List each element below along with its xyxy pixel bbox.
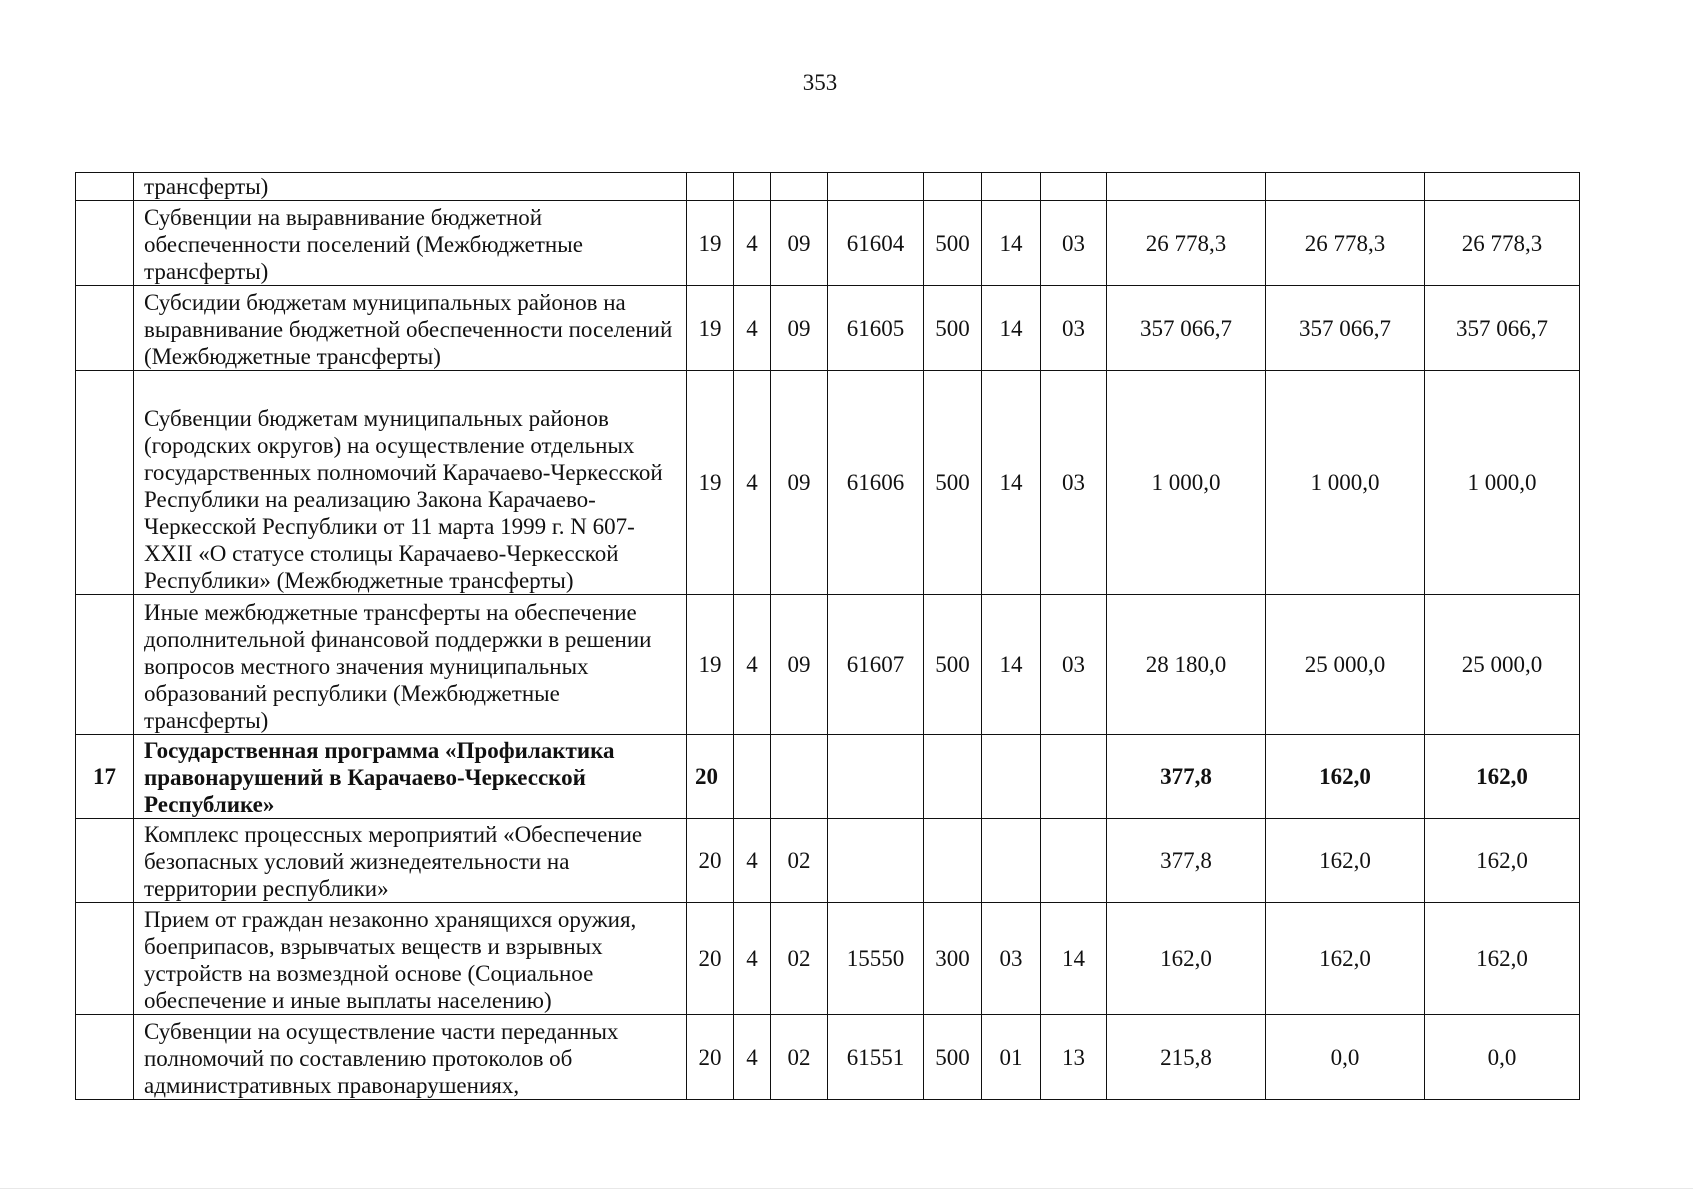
table-row <box>76 595 1580 735</box>
row-gp <box>687 173 734 201</box>
page-number: 353 <box>802 70 838 95</box>
row-rz: 14 <box>982 286 1041 371</box>
row-rz: 14 <box>982 371 1041 595</box>
table-row <box>76 173 1580 201</box>
row-number <box>76 903 134 1015</box>
row-pr <box>1041 173 1107 201</box>
row-pp: 4 <box>734 595 771 735</box>
row-amount-1: 26 778,3 <box>1107 201 1266 286</box>
row-amount-3: 25 000,0 <box>1425 595 1580 735</box>
row-name: Субвенции на осуществление части переданных полномочий по составлению протоколов об административных правонарушениях, <box>134 1015 687 1100</box>
row-type <box>771 735 828 819</box>
row-gp: 20 <box>687 819 734 903</box>
row-amount-2: 25 000,0 <box>1266 595 1425 735</box>
row-amount-1: 215,8 <box>1107 1015 1266 1100</box>
row-pp: 4 <box>734 201 771 286</box>
row-name: Субвенции на выравнивание бюджетной обеспеченности поселений (Межбюджетные трансферты) <box>134 201 687 286</box>
row-rz <box>982 819 1041 903</box>
row-dir: 61607 <box>828 595 924 735</box>
row-vr: 300 <box>924 903 982 1015</box>
row-number <box>76 819 134 903</box>
row-amount-3: 162,0 <box>1425 735 1580 819</box>
row-dir: 15550 <box>828 903 924 1015</box>
row-type: 09 <box>771 595 828 735</box>
row-pr: 13 <box>1041 1015 1107 1100</box>
row-name: Государственная программа «Профилактика правонарушений в Карачаево-Черкесской Республике» <box>134 735 687 819</box>
row-pr: 14 <box>1041 903 1107 1015</box>
table-row <box>76 1015 1580 1100</box>
row-amount-3: 162,0 <box>1425 819 1580 903</box>
row-number <box>76 286 134 371</box>
row-vr: 500 <box>924 371 982 595</box>
row-pp: 4 <box>734 903 771 1015</box>
row-dir: 61551 <box>828 1015 924 1100</box>
row-amount-2: 162,0 <box>1266 903 1425 1015</box>
row-amount-3 <box>1425 173 1580 201</box>
table-row-program <box>76 735 1580 819</box>
row-gp: 19 <box>687 286 734 371</box>
row-gp: 20 <box>687 1015 734 1100</box>
table-row <box>76 201 1580 286</box>
table-row <box>76 371 1580 595</box>
row-vr: 500 <box>924 201 982 286</box>
row-amount-3: 26 778,3 <box>1425 201 1580 286</box>
row-amount-2: 26 778,3 <box>1266 201 1425 286</box>
row-gp: 20 <box>687 735 734 819</box>
row-vr <box>924 819 982 903</box>
row-pr: 03 <box>1041 201 1107 286</box>
row-amount-2: 1 000,0 <box>1266 371 1425 595</box>
row-number <box>76 595 134 735</box>
row-rz: 14 <box>982 201 1041 286</box>
row-vr: 500 <box>924 1015 982 1100</box>
row-pr: 03 <box>1041 371 1107 595</box>
row-vr: 500 <box>924 595 982 735</box>
row-name: Комплекс процессных мероприятий «Обеспечение безопасных условий жизнедеятельности на территории республики» <box>134 819 687 903</box>
row-type <box>771 173 828 201</box>
row-amount-1: 377,8 <box>1107 819 1266 903</box>
row-amount-1: 162,0 <box>1107 903 1266 1015</box>
row-amount-2: 357 066,7 <box>1266 286 1425 371</box>
row-pp: 4 <box>734 371 771 595</box>
row-name: Субсидии бюджетам муниципальных районов на выравнивание бюджетной обеспеченности поселений (Межбюджетные трансферты) <box>134 286 687 371</box>
table-row <box>76 819 1580 903</box>
row-vr: 500 <box>924 286 982 371</box>
page-bottom-divider <box>0 1188 1693 1189</box>
row-amount-1: 28 180,0 <box>1107 595 1266 735</box>
row-dir <box>828 819 924 903</box>
row-gp: 20 <box>687 903 734 1015</box>
row-dir: 61606 <box>828 371 924 595</box>
row-dir <box>828 735 924 819</box>
row-type: 02 <box>771 1015 828 1100</box>
row-dir <box>828 173 924 201</box>
row-amount-3: 162,0 <box>1425 903 1580 1015</box>
budget-table <box>75 172 1580 1100</box>
row-rz <box>982 735 1041 819</box>
row-pr <box>1041 735 1107 819</box>
row-amount-1: 377,8 <box>1107 735 1266 819</box>
row-amount-1 <box>1107 173 1266 201</box>
row-pp: 4 <box>734 819 771 903</box>
row-type: 09 <box>771 286 828 371</box>
row-number <box>76 1015 134 1100</box>
row-pp: 4 <box>734 1015 771 1100</box>
row-pp <box>734 735 771 819</box>
row-amount-3: 0,0 <box>1425 1015 1580 1100</box>
row-type: 02 <box>771 903 828 1015</box>
row-name: трансферты) <box>134 173 687 201</box>
row-amount-2 <box>1266 173 1425 201</box>
row-amount-3: 1 000,0 <box>1425 371 1580 595</box>
row-pr <box>1041 819 1107 903</box>
row-vr <box>924 173 982 201</box>
row-vr <box>924 735 982 819</box>
row-type: 09 <box>771 201 828 286</box>
row-pp: 4 <box>734 286 771 371</box>
row-rz <box>982 173 1041 201</box>
row-gp: 19 <box>687 201 734 286</box>
table-row <box>76 903 1580 1015</box>
row-number <box>76 371 134 595</box>
row-amount-1: 357 066,7 <box>1107 286 1266 371</box>
row-rz: 01 <box>982 1015 1041 1100</box>
row-name: Субвенции бюджетам муниципальных районов (городских округов) на осуществление отдельных государственных полномочий Карачаево-Черкесской Республики на реализацию Закона Карачаево-Черкесской Республики от 11 марта 1999 г. N 607-XXII «О статусе столицы Карачаево-Черкесской Республики» (Межбюджетные трансферты) <box>134 371 687 595</box>
row-name: Иные межбюджетные трансферты на обеспечение дополнительной финансовой поддержки в решении вопросов местного значения муниципальных образований республики (Межбюджетные трансферты) <box>134 595 687 735</box>
row-rz: 03 <box>982 903 1041 1015</box>
row-gp: 19 <box>687 371 734 595</box>
table-row <box>76 286 1580 371</box>
row-number <box>76 201 134 286</box>
row-amount-2: 162,0 <box>1266 735 1425 819</box>
row-type: 09 <box>771 371 828 595</box>
row-dir: 61605 <box>828 286 924 371</box>
row-amount-2: 162,0 <box>1266 819 1425 903</box>
row-pr: 03 <box>1041 286 1107 371</box>
row-pp <box>734 173 771 201</box>
row-number <box>76 173 134 201</box>
row-amount-3: 357 066,7 <box>1425 286 1580 371</box>
row-number: 17 <box>76 735 134 819</box>
row-amount-1: 1 000,0 <box>1107 371 1266 595</box>
row-rz: 14 <box>982 595 1041 735</box>
row-type: 02 <box>771 819 828 903</box>
row-dir: 61604 <box>828 201 924 286</box>
row-name: Прием от граждан незаконно хранящихся оружия, боеприпасов, взрывчатых веществ и взрывных устройств на возмездной основе (Социальное обеспечение и иные выплаты населению) <box>134 903 687 1015</box>
row-gp: 19 <box>687 595 734 735</box>
row-pr: 03 <box>1041 595 1107 735</box>
row-amount-2: 0,0 <box>1266 1015 1425 1100</box>
